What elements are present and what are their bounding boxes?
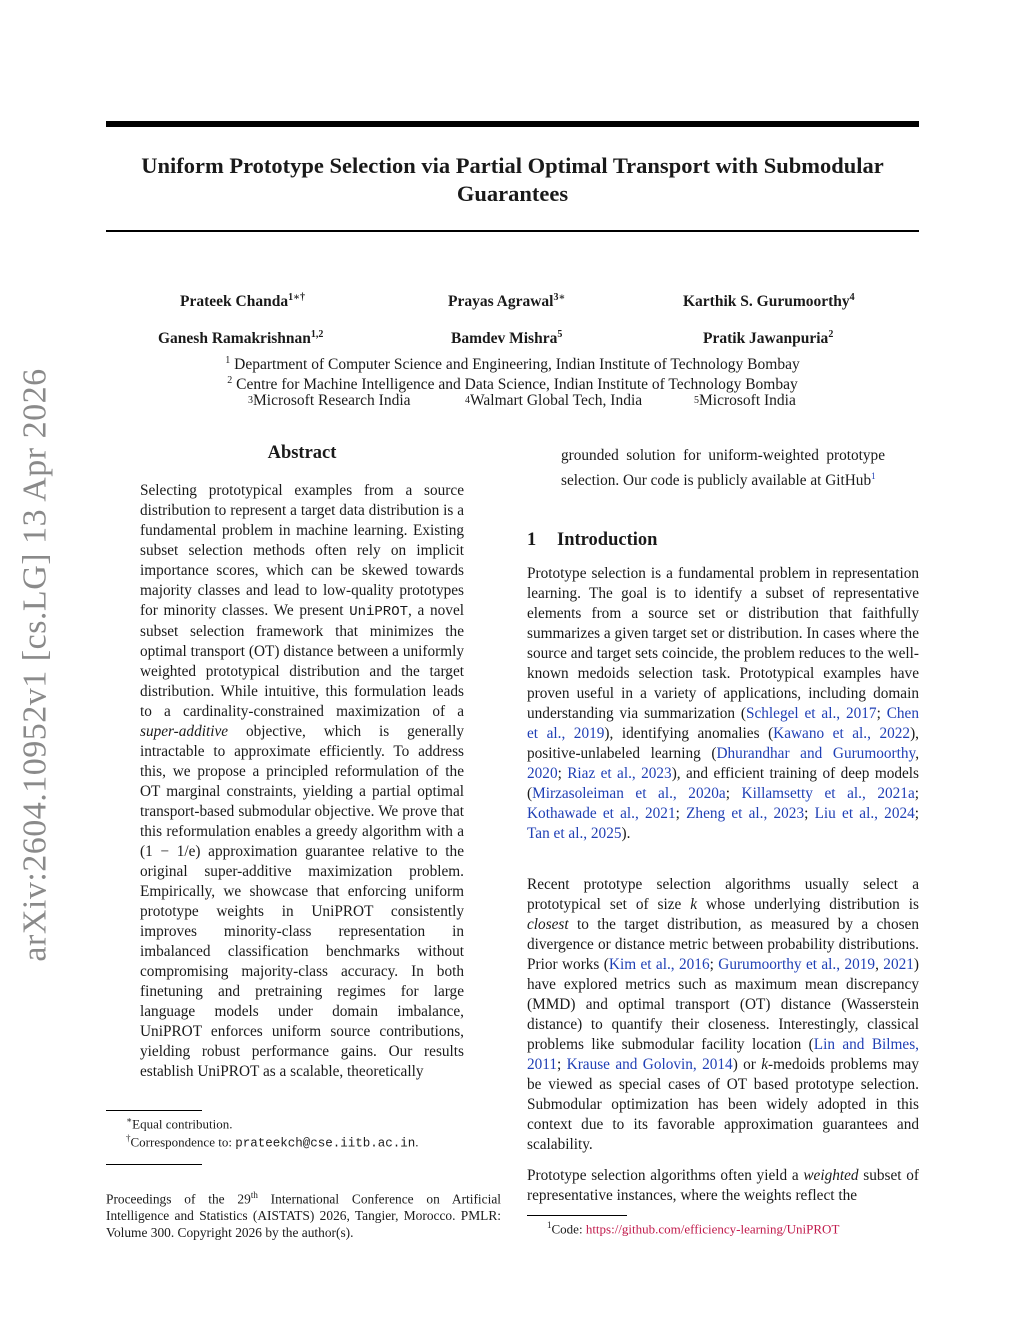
separator: , (915, 745, 920, 762)
citation-link[interactable]: Schlegel et al., 2017 (745, 705, 877, 722)
author-sup: 4 (849, 292, 855, 303)
separator: ; (675, 805, 687, 822)
affiliation-number: 3 (248, 395, 253, 406)
math-variable: k (690, 896, 698, 913)
separator: ; (876, 705, 887, 722)
body-text: ). (621, 825, 631, 842)
separator: ; (725, 785, 742, 802)
code-url-link[interactable]: https://github.com/efficiency-learning/UniPROT (585, 1221, 840, 1237)
separator: ; (914, 785, 919, 802)
citation-link[interactable]: Liu et al., 2024 (814, 805, 915, 822)
affiliation-text: Department of Computer Science and Engineering, Indian Institute of Technology Bombay (234, 356, 800, 374)
affiliation-number: 1 (225, 355, 231, 366)
abstract-body (140, 481, 464, 1082)
emphasis: weighted (803, 1167, 859, 1184)
citation-link[interactable]: Gurumoorthy et al., 2019 (718, 956, 876, 973)
footnote-mark: † (126, 1133, 131, 1143)
affiliation-4 (465, 391, 643, 415)
arxiv-identifier-stamp (12, 370, 60, 960)
affiliation-text: Microsoft Research India (253, 392, 411, 409)
body-text: ) or (732, 1056, 762, 1073)
affiliation-number: 5 (694, 395, 699, 406)
citation-link[interactable]: Riaz et al., 2023 (567, 765, 672, 782)
title-top-rule (106, 121, 919, 127)
author-name: Pratik Jawanpuria (703, 330, 829, 348)
author-2 (448, 292, 565, 311)
citation-link[interactable]: Kawano et al., 2022 (773, 725, 911, 742)
affiliation-3 (248, 391, 411, 415)
footnote-text: Correspondence to: (130, 1134, 236, 1150)
citation-link[interactable]: Kim et al., 2016 (608, 956, 710, 973)
affiliation-text: Centre for Machine Intelligence and Data Science, Indian Institute of Technology Bombay (236, 376, 798, 394)
body-text: to the target distribution, as measured by a chosen divergence or distance metric between probability distributions. Prior works ( (527, 916, 919, 973)
footnote-text: Equal contribution. (132, 1116, 233, 1132)
citation-link[interactable]: 2020 (527, 765, 558, 782)
abstract-text: grounded solution for uniform-weighted prototype selection. Our code is publicly available at GitHub (561, 447, 885, 490)
body-text: Prototype selection is a fundamental problem in representation learning. The goal is to identify a subset of representative elements from a source set or distribution that faithfully summarizes a given target set or distribution. In cases where the source and target sets coincide, the problem reduces to the well-known medoids selection task. Prototypical examples have proven useful in a variety of applications, including domain understanding via summarization ( (527, 565, 919, 722)
citation-link[interactable]: Zheng et al., 2023 (686, 805, 805, 822)
separator: ; (709, 956, 719, 973)
citation-link[interactable]: Krause and Golovin, 2014 (566, 1056, 733, 1073)
footnote-rule-right (527, 1215, 627, 1216)
body-text: ), positive-unlabeled learning ( (527, 725, 919, 762)
intro-paragraph-3 (527, 1166, 919, 1206)
math-variable: k (761, 1056, 769, 1073)
footnote-ref[interactable]: 1 (871, 471, 876, 481)
citation-link[interactable]: Dhurandhar and Gurumoorthy (716, 745, 916, 762)
intro-paragraph-1 (527, 564, 919, 844)
citation-link[interactable]: Chen et al., 2019 (527, 705, 919, 742)
body-text: Prototype selection algorithms often yield a (527, 1167, 804, 1184)
footnote-code (527, 1220, 919, 1237)
author-sup: 2 (828, 329, 834, 340)
abstract-text: , a novel subset selection framework that minimizes the optimal transport (OT) distance between a uniformly weighted prototypical distribution and the target distribution. While intuitive, this formulation leads to a cardinality-constrained maximization of a (140, 602, 464, 720)
body-text: ), and efficient training of deep models ( (527, 765, 920, 802)
author-name: Prateek Chanda (180, 293, 289, 311)
author-sup: 1,2 (310, 329, 324, 340)
abstract-text: Selecting prototypical examples from a source distribution to represent a target data distribution is a fundamental problem in machine learning. Existing subset selection methods often rely on implicit importance scores, which can be skewed towards majority classes and lead to low-quality prototypes for minority classes. We present (140, 482, 464, 619)
author-4 (158, 329, 323, 348)
body-text: subset of representative instances, where the weights reflect the (527, 1167, 919, 1204)
abstract-continued (561, 446, 885, 491)
citation-link[interactable]: Kothawade et al., 2021 (527, 805, 676, 822)
separator: , (875, 956, 884, 973)
footnote-text: . (415, 1134, 419, 1150)
body-text: ), identifying anomalies ( (604, 725, 774, 742)
proceedings-sup: th (250, 1190, 258, 1200)
abstract-emphasis: super-additive (140, 723, 229, 740)
author-name: Prayas Agrawal (448, 293, 554, 311)
proceedings-text: Proceedings of the 29 (106, 1191, 251, 1207)
author-6 (703, 329, 833, 348)
paper-title: Uniform Prototype Selection via Partial Optimal Transport with Submodular Guarantees (141, 153, 884, 206)
abstract-heading: Abstract (267, 443, 337, 463)
separator: ; (557, 765, 568, 782)
footnote-mark: ∗ (126, 1115, 133, 1125)
proceedings-text: International Conference on Artificial Intelligence and Statistics (AISTATS) 2026, Tangier, Morocco. PMLR: Volume 300. Copyright 2026 by the author(s). (106, 1191, 501, 1241)
footnote-text: Code: (551, 1221, 586, 1237)
body-text: Recent prototype selection algorithms usually select a prototypical set of size (527, 876, 919, 913)
author-5 (451, 329, 562, 348)
affiliation-5 (694, 391, 796, 415)
arxiv-stamp-text: arXiv:2604.10952v1 [cs.LG] 13 Apr 2026 (17, 368, 54, 962)
author-name: Karthik S. Gurumoorthy (683, 293, 850, 311)
footnote-mark: 1 (547, 1220, 552, 1230)
author-sup: 5 (557, 329, 563, 340)
affiliation-number: 2 (227, 375, 233, 386)
proceedings-rule (106, 1164, 202, 1165)
proceedings-note (106, 1187, 501, 1241)
citation-link[interactable]: 2021 (883, 956, 914, 973)
author-1 (180, 292, 305, 311)
abstract-text: objective, which is generally intractable to approximate efficiently. To address this, we propose a principled reformulation of the OT marginal constraints, yielding a partial optimal transport-based submodular objective. We prove that this reformulation enables a greedy algorithm with a (1 − 1/e) approximation guarantee relative to the original super-additive maximization problem. Empirically, we showcase that enforcing uniform prototype weights in UniPROT consistently improves minority-class representation in imbalanced classification benchmarks without compromising majority-class accuracy. In both finetuning and pretraining regimes for large language models under domain imbalance, UniPROT enforces uniform source contributions, yielding robust performance gains. Our results establish UniPROT as a scalable, theoretically (140, 723, 464, 1080)
body-text: whose underlying distribution is (697, 896, 919, 913)
separator: ; (804, 805, 815, 822)
section-number: 1 (527, 530, 537, 550)
citation-link[interactable]: Tan et al., 2025 (527, 825, 622, 842)
author-name: Ganesh Ramakrishnan (158, 330, 311, 348)
section-title: Introduction (557, 530, 658, 550)
affiliation-text: Microsoft India (699, 392, 796, 409)
citation-link[interactable]: Lin and Bilmes, 2011 (527, 1036, 919, 1073)
body-text: -medoids problems may be viewed as special cases of OT based prototype selection. Submodular optimization has been widely adopted in this context due to its favorable approximation guarantees and scalability. (527, 1056, 919, 1153)
separator: ; (557, 1056, 567, 1073)
citation-link[interactable]: Mirzasoleiman et al., 2020a (532, 785, 726, 802)
affiliation-number: 4 (465, 395, 470, 406)
author-3 (683, 292, 855, 311)
intro-paragraph-2 (527, 875, 919, 1155)
correspondence-email[interactable]: prateekch@cse.iitb.ac.in (235, 1136, 416, 1151)
body-text: ) have explored metrics such as maximum mean discrepancy (MMD) and optimal transport (OT) distance (Wasserstein distance) to quantify their closeness. Interestingly, classical problems like submodular facility location ( (527, 956, 919, 1053)
method-name: UniPROT (349, 604, 408, 620)
affiliation-text: Walmart Global Tech, India (470, 392, 643, 409)
title-bottom-rule (106, 230, 919, 232)
section-heading-introduction (527, 530, 657, 551)
author-name: Bamdev Mishra (451, 330, 558, 348)
separator: ; (914, 805, 920, 822)
author-sup: 3∗ (553, 292, 566, 303)
citation-link[interactable]: Killamsetty et al., 2021a (741, 785, 915, 802)
author-sup: 1∗† (288, 292, 305, 303)
footnote-correspondence (126, 1129, 418, 1152)
emphasis: closest (527, 916, 569, 933)
